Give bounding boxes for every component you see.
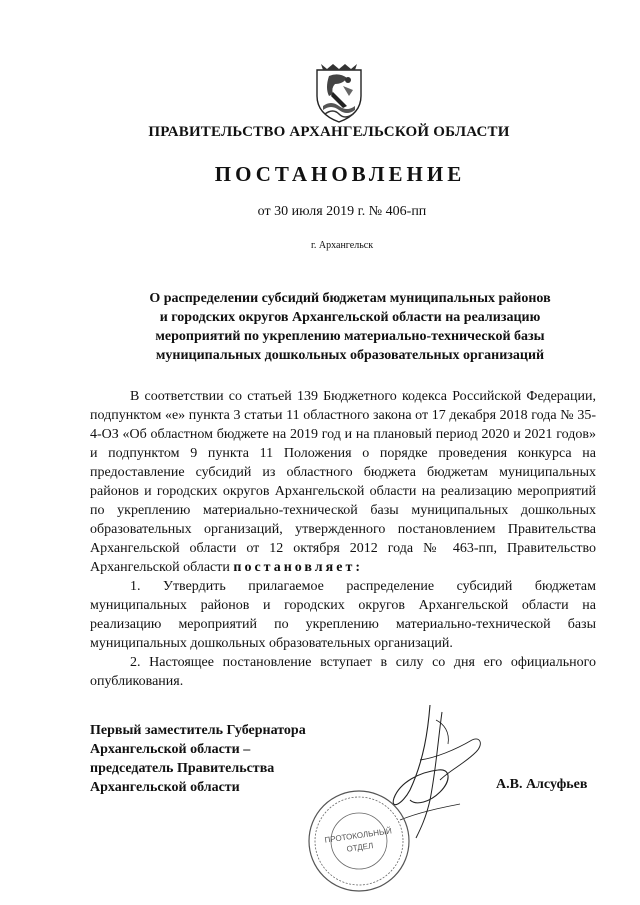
- position-line: Первый заместитель Губернатора: [90, 723, 306, 738]
- document-body: [90, 387, 596, 691]
- position-line: Архангельской области: [90, 780, 240, 795]
- document-city: г. Архангельск: [310, 240, 374, 251]
- document-type: ПОСТАНОВЛЕНИЕ: [214, 162, 466, 186]
- preamble-text: В соответствии со статьей 139 Бюджетного кодекса Российской Федерации, подпунктом «е» пункта 3 статьи 11 областного закона от 17 декабря 2018 года № 35-4-ОЗ «Об областном бюджете на 2019 год и на плановый период 2020 и 2021 годов» и подпунктом 9 пункта 11 Положения о порядке проведения конкурса на предоставление субсидий из областного бюджета бюджетам муниципальных районов и городских округов Архангельской области на реализацию мероприятий по укреплению материально-технической базы муниципальных дошкольных образовательных организаций, утвержденного постановлением Правительства Архангельской области от 12 октября 2012 года № 463-пп, Правительство Архангельской области: [90, 389, 596, 575]
- subject-line: и городских округов Архангельской области на реализацию: [159, 310, 541, 325]
- item-2-paragraph: 2. Настоящее постановление вступает в силу со дня его официального опубликования.: [90, 655, 596, 689]
- position-line: Архангельской области –: [90, 742, 251, 757]
- stamp-text: ПРОТОКОЛЬНЫЙ: [324, 826, 393, 845]
- coat-of-arms-emblem: [313, 62, 365, 124]
- preamble-paragraph: [90, 387, 596, 577]
- subject-line: О распределении субсидий бюджетам муниципальных районов: [149, 291, 551, 306]
- decree-colon: :: [355, 560, 360, 575]
- document-date-number: от 30 июля 2019 г. № 406-пп: [257, 204, 427, 219]
- document-subject: [100, 289, 600, 365]
- subject-line: мероприятий по укреплению материально-технической базы: [155, 329, 545, 344]
- subject-line: муниципальных дошкольных образовательных организаций: [155, 348, 545, 363]
- government-title: ПРАВИТЕЛЬСТВО АРХАНГЕЛЬСКОЙ ОБЛАСТИ: [148, 124, 510, 140]
- position-line: председатель Правительства: [90, 761, 275, 776]
- decree-word: постановляет: [233, 560, 356, 575]
- signatory-name: А.В. Алсуфьев: [496, 777, 588, 792]
- item-1-paragraph: 1. Утвердить прилагаемое распределение субсидий бюджетам муниципальных районов и городских округов Архангельской области на реализацию мероприятий по укреплению материально-технической базы муниципальных дошкольных образовательных организаций.: [90, 579, 596, 651]
- stamp-text: ОТДЕЛ: [345, 841, 374, 854]
- official-stamp: [304, 786, 414, 896]
